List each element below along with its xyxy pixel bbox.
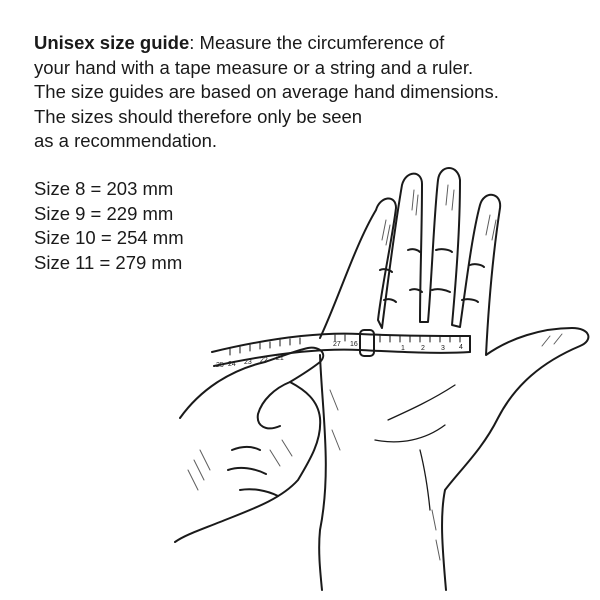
tape-mark-right-2: 2 xyxy=(421,345,425,352)
tape-mark-right-3: 3 xyxy=(441,345,445,352)
size-item-9: Size 9 = 229 mm xyxy=(34,202,174,224)
holding-hand-outline xyxy=(175,348,323,542)
size-item-11: Size 11 = 279 mm xyxy=(34,251,183,273)
tape-mark-left-22: 22 xyxy=(260,357,268,364)
size-list xyxy=(34,177,184,275)
intro-text xyxy=(34,31,574,154)
tape-mark-left-24: 24 xyxy=(228,361,236,368)
intro-heading: Unisex size guide xyxy=(34,32,190,53)
tape-mark-16: 16 xyxy=(350,341,358,348)
hand-measuring-tape-icon xyxy=(170,150,600,600)
intro-line-3: The size guides are based on average hand dimensions. xyxy=(34,81,499,102)
tape-mark-left-21: 21 xyxy=(276,355,284,362)
tape-mark-right-4: 4 xyxy=(459,344,463,351)
intro-line-4: The sizes should therefore only be seen xyxy=(34,105,363,127)
size-item-8: Size 8 = 203 mm xyxy=(34,178,174,199)
tape-mark-right-1: 1 xyxy=(401,345,405,352)
tape-lower-edge xyxy=(214,350,470,366)
measured-hand-outline xyxy=(320,168,588,590)
intro-line-1-rest: : Measure the circumference of xyxy=(189,32,445,53)
measured-hand-wrist xyxy=(319,355,326,590)
size-item-10: Size 10 = 254 mm xyxy=(34,227,184,248)
intro-line-5: as a recommendation. xyxy=(34,130,218,151)
tape-mark-left-23: 23 xyxy=(244,359,252,366)
holding-hand-thumb xyxy=(258,382,290,428)
tape-mark-left-25: 25 xyxy=(216,362,224,369)
intro-line-2: your hand with a tape measure or a string and a ruler. xyxy=(34,56,474,78)
tape-mark-27: 27 xyxy=(333,341,341,348)
